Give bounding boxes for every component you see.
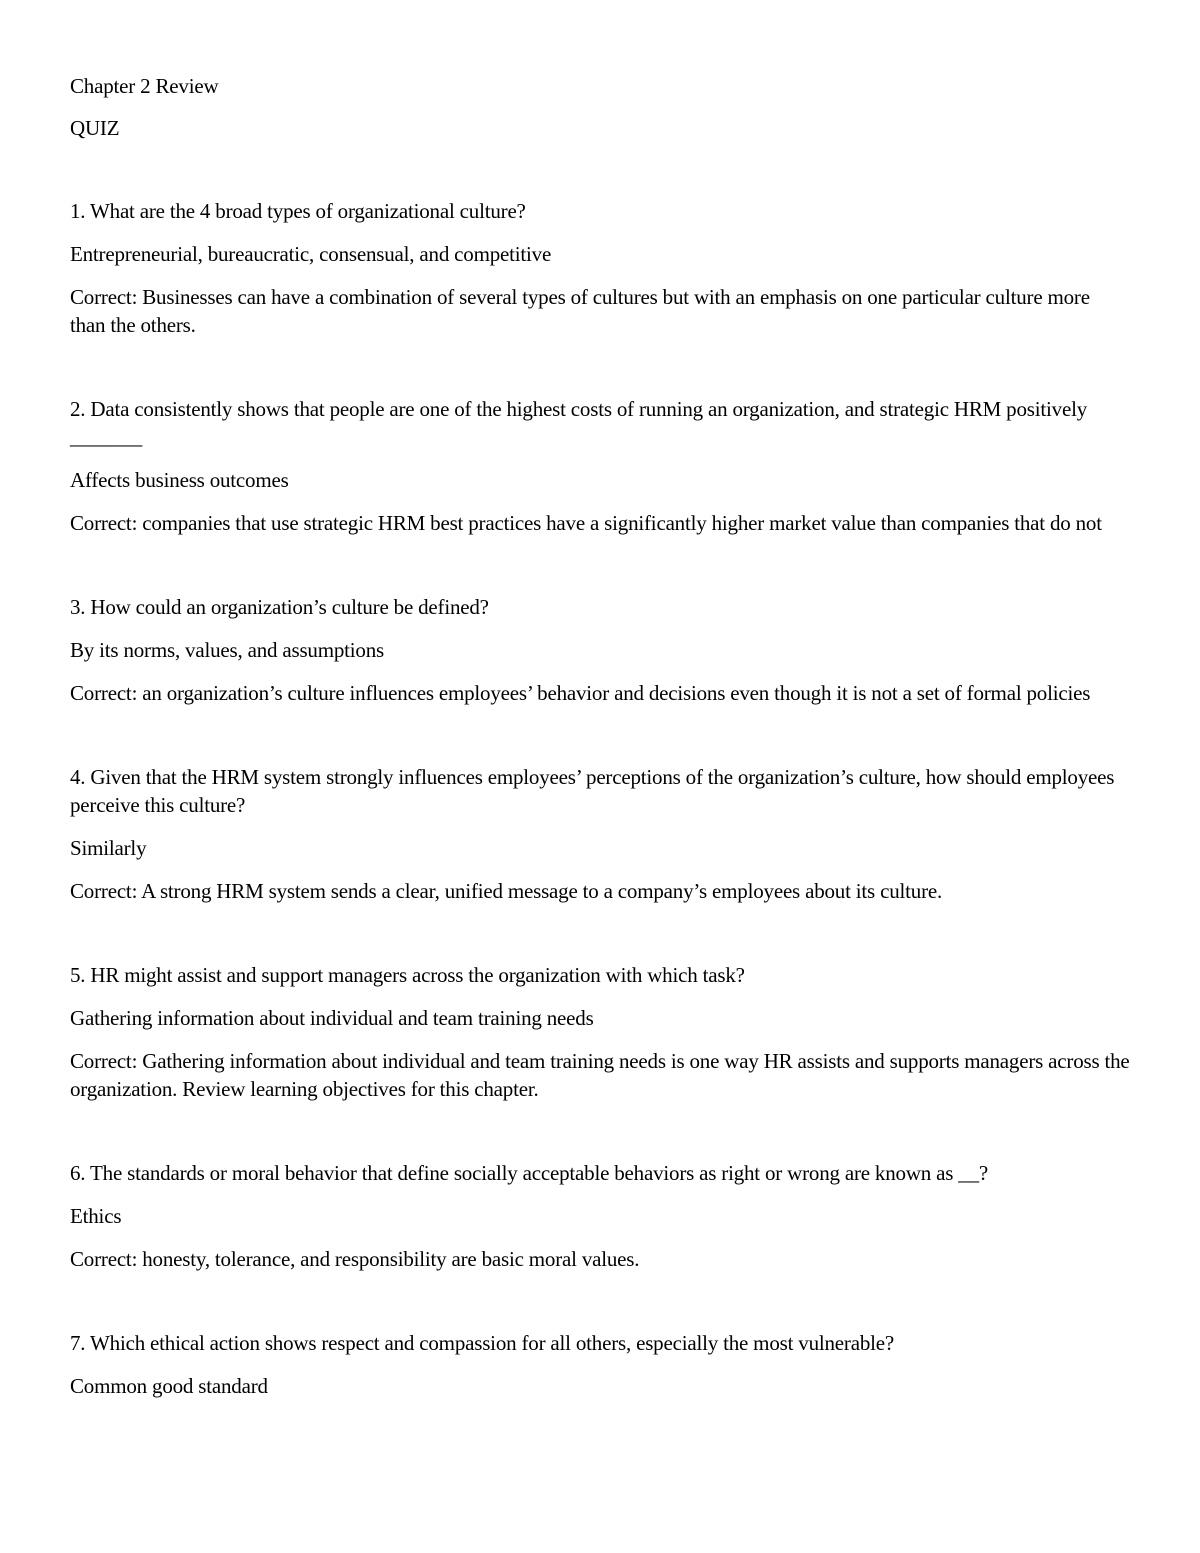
feedback-text: Correct: an organization’s culture influences employees’ behavior and decisions even though it is not a set of formal policies: [70, 681, 1091, 705]
question-text: 5. HR might assist and support managers across the organization with which task?: [70, 963, 745, 987]
question-text: 3. How could an organization’s culture be defined?: [70, 595, 489, 619]
quiz-item-6: [70, 1159, 1130, 1273]
question-text: 6. The standards or moral behavior that define socially acceptable behaviors as right or wrong are known as __?: [70, 1161, 989, 1185]
quiz-item-5: [70, 961, 1130, 1103]
quiz-item-4: [70, 763, 1130, 905]
answer-text: Gathering information about individual and team training needs: [70, 1006, 594, 1030]
answer-text: Common good standard: [70, 1374, 268, 1398]
document-subtitle: QUIZ: [70, 116, 120, 140]
quiz-item-3: [70, 593, 1130, 707]
answer-text: Ethics: [70, 1204, 122, 1228]
answer-text: Affects business outcomes: [70, 468, 289, 492]
question-text: 7. Which ethical action shows respect and compassion for all others, especially the most vulnerable?: [70, 1331, 895, 1355]
feedback-text: Correct: A strong HRM system sends a clear, unified message to a company’s employees about its culture.: [70, 879, 943, 903]
document-title: Chapter 2 Review: [70, 74, 219, 98]
document-page: [70, 72, 1130, 1456]
question-text: 2. Data consistently shows that people are one of the highest costs of running an organization, and strategic HRM positively _______: [70, 397, 1088, 449]
quiz-item-1: [70, 197, 1130, 339]
feedback-text: Correct: companies that use strategic HRM best practices have a significantly higher market value than companies that do not: [70, 511, 1102, 535]
quiz-item-2: [70, 395, 1130, 537]
question-text: 1. What are the 4 broad types of organizational culture?: [70, 199, 526, 223]
feedback-text: Correct: Gathering information about individual and team training needs is one way HR assists and supports managers across the organization. Review learning objectives for this chapter.: [70, 1049, 1130, 1101]
question-text: 4. Given that the HRM system strongly influences employees’ perceptions of the organization’s culture, how should employees perceive this culture?: [70, 765, 1115, 817]
answer-text: By its norms, values, and assumptions: [70, 638, 385, 662]
feedback-text: Correct: honesty, tolerance, and responsibility are basic moral values.: [70, 1247, 640, 1271]
quiz-item-7: [70, 1329, 1130, 1400]
answer-text: Entrepreneurial, bureaucratic, consensual, and competitive: [70, 242, 552, 266]
answer-text: Similarly: [70, 836, 147, 860]
feedback-text: Correct: Businesses can have a combination of several types of cultures but with an emphasis on one particular culture more than the others.: [70, 285, 1090, 337]
